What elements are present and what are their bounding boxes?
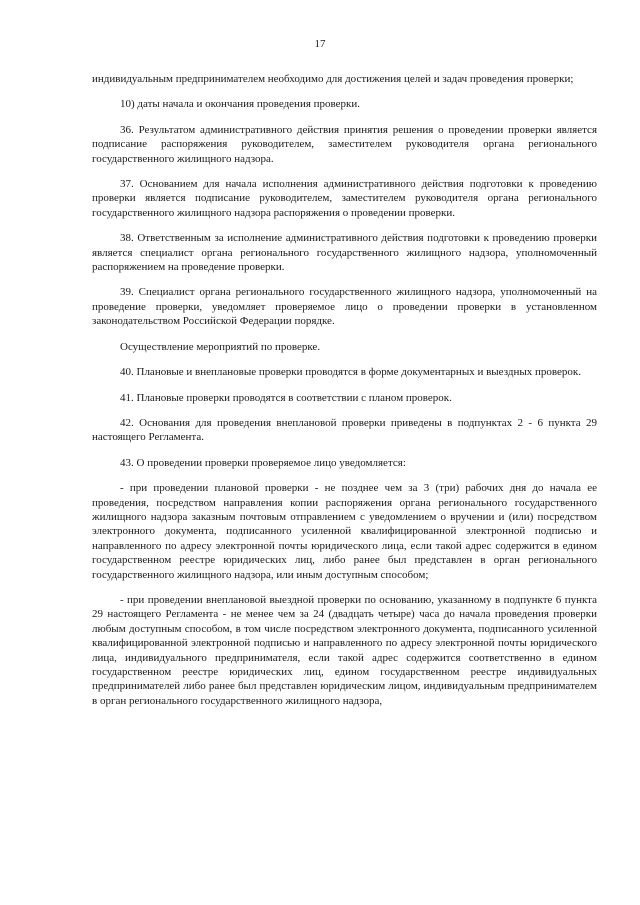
paragraph: индивидуальным предпринимателем необходимо для достижения целей и задач проведения проверки; [92, 73, 574, 85]
paragraph: 40. Плановые и внеплановые проверки проводятся в форме документарных и выездных проверок. [120, 366, 581, 379]
paragraph: 41. Плановые проверки проводятся в соответствии с планом проверок. [120, 391, 452, 404]
paragraph: 39. Специалист органа регионального государственного жилищного надзора, уполномоченный на проведение проверки, уведомляет проверяемое лицо о проведении проверки в установленном законодательством Российской Федерации порядке. [92, 286, 597, 328]
paragraph: 37. Основанием для начала исполнения административного действия подготовки к проведению проверки является подписание руководителем, заместителем руководителя органа регионального государственного жилищного надзора распоряжения о проведении проверки. [92, 178, 597, 219]
paragraph: 10) даты начала и окончания проведения проверки. [120, 98, 361, 111]
page-number: 17 [314, 38, 326, 50]
section-heading: Осуществление мероприятий по проверке. [120, 340, 321, 353]
paragraph: 42. Основания для проведения внеплановой проверки приведены в подпунктах 2 - 6 пункта 29 настоящего Регламента. [92, 416, 597, 444]
document-body [92, 72, 597, 719]
paragraph: 38. Ответственным за исполнение административного действия подготовки к проведению проверки является специалист органа регионального государственного жилищного надзора, уполномоченный распоряжением на проведение проверки. [92, 232, 597, 274]
list-item: - при проведении плановой проверки - не позднее чем за 3 (три) рабочих дня до начала ее проведения, посредством направления копии распоряжения органа регионального государственного жилищного надзора заказным почтовым отправлением с уведомлением о вручении и (или) посредством электронного документа, подписанного усиленной квалифицированной электронной подписью и направленного по адресу электронной почты юридического лица, если такой адрес содержится в едином государственном реестре юридических лиц, либо ранее был представлен в орган регионального государственного жилищного надзора, или иным доступным способом; [92, 482, 597, 581]
paragraph: 36. Результатом административного действия принятия решения о проведении проверки является подписание распоряжения руководителем, заместителем руководителя органа регионального государственного жилищного надзора. [92, 123, 597, 165]
paragraph: 43. О проведении проверки проверяемое лицо уведомляется: [120, 456, 406, 469]
list-item: - при проведении внеплановой выездной проверки по основанию, указанному в подпункте 6 пункта 29 настоящего Регламента - не менее чем за 24 (двадцать четыре) часа до начала проведения проверки любым доступным способом, в том числе посредством электронного документа, подписанного усиленной квалифицированной электронной подписью и направленного по адресу электронной почты юридического лица, индивидуального предпринимателя, если такой адрес содержится соответственно в едином государственном реестре юридических лиц, едином государственном реестре индивидуальных предпринимателей либо ранее был представлен юридическим лицом, индивидуальным предпринимателем в орган регионального государственного жилищного надзора, [92, 593, 597, 707]
